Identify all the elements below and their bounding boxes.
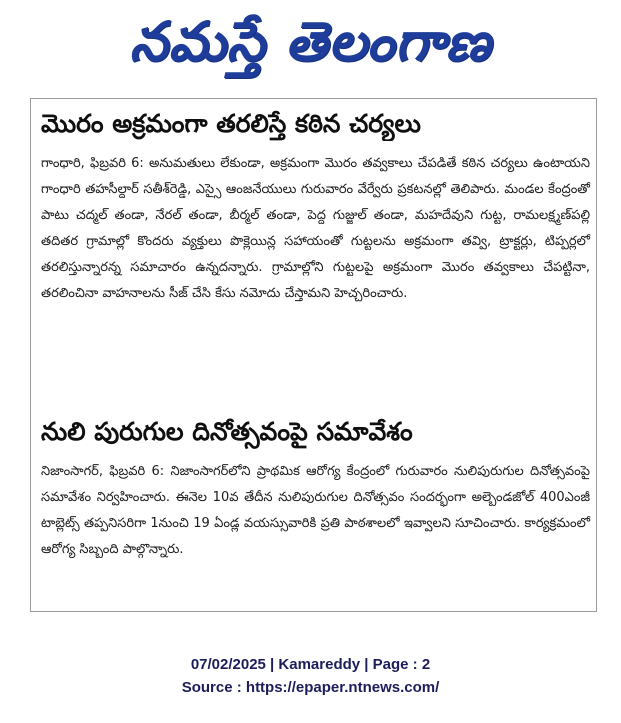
- masthead: [0, 6, 621, 78]
- article-body: గాంధారి, ఫిబ్రవరి 6: అనుమతులు లేకుండా, అక్రమంగా మొరం తవ్వకాలు చేపడితే కఠిన చర్యలు ఉంటాయని గాంధారి తహసీల్దార్ సతీశ్‌రెడ్డి, ఎస్సై ఆంజనేయులు గురువారం వేర్వేరు ప్రకటనల్లో తెలిపారు. మండల కేంద్రంతో పాటు చద్మల్ తండా, నేరల్ తండా, బీర్మల్ తండా, పెద్ద గుజ్జుల్ తండా, మహదేవుని గుట్ట, రామలక్ష్మణ్‌పల్లి తదితర గ్రామాల్లో కొందరు వ్యక్తులు పొక్లెయిన్ల సహాయంతో గుట్టలను అక్రమంగా తవ్వి, ట్రాక్టర్లు, టిప్పర్లలో తరలిస్తున్నారన్న సమాచారం ఉన్నదన్నారు. గ్రామాల్లోని గుట్టలపై అక్రమంగా మొరం తవ్వకాలు చేపట్టినా, తరలించినా వాహనాలను సీజ్ చేసి కేసు నమోదు చేస్తామని హెచ్చరించారు.: [41, 156, 590, 301]
- article-headline: మొరం అక్రమంగా తరలిస్తే కఠిన చర్యలు: [41, 109, 421, 138]
- article-headline: నులి పురుగుల దినోత్సవంపై సమావేశం: [41, 417, 413, 446]
- edition-info: 07/02/2025 | Kamareddy | Page : 2: [190, 656, 431, 673]
- article-body: నిజాంసాగర్, ఫిబ్రవరి 6: నిజాంసాగర్‌లోని ప్రాథమిక ఆరోగ్య కేంద్రంలో గురువారం నులిపురుగుల దినోత్సవంపై సమావేశం నిర్వహించారు. ఈనెల 10వ తేదీన నులిపురుగుల దినోత్సవం సందర్భంగా అల్బెండజోల్ 400ఎంజీ టాబ్లెట్స్ తప్పనిసరిగా 1నుంచి 19 ఏండ్ల వయస్సువారికి ప్రతి పాఠశాలలో ఇవ్వాలని సూచించారు. కార్యక్రమంలో ఆరోగ్య సిబ్బంది పాల్గొన్నారు.: [41, 464, 590, 557]
- source-link[interactable]: Source : https://epaper.ntnews.com/: [181, 679, 440, 696]
- article: [37, 415, 590, 563]
- newspaper-logo: నమస్తే తెలంగాణ: [129, 10, 492, 73]
- article: [37, 107, 590, 307]
- news-clipping: [30, 98, 597, 612]
